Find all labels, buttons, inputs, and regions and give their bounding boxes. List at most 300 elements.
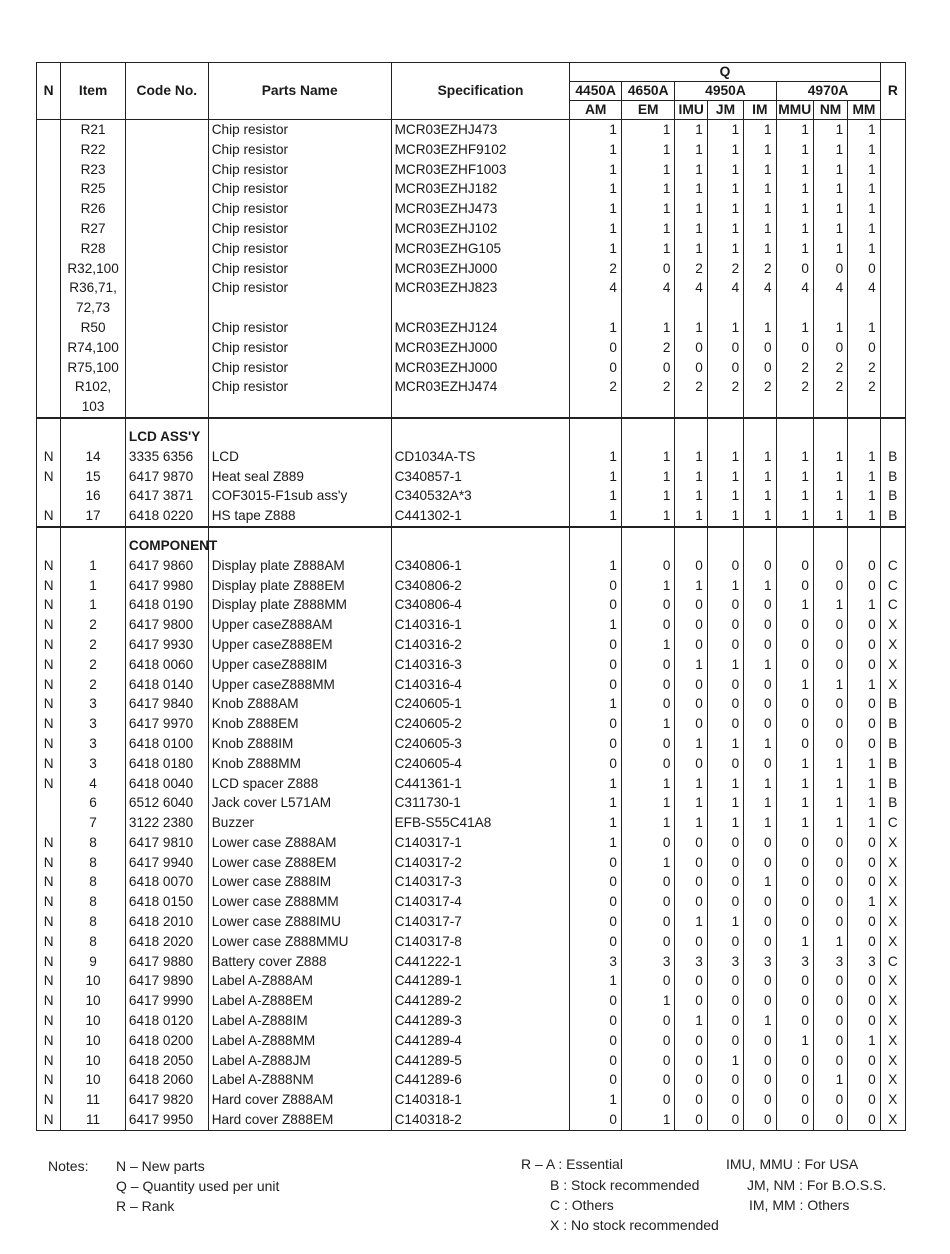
quantity-cell: 0 [707,1110,743,1130]
quantity-cell: 0 [848,833,880,853]
quantity-cell: 0 [675,595,707,615]
specification: C340806-4 [391,595,570,615]
quantity-cell: 0 [621,734,675,754]
new-part-flag [37,338,61,358]
spacer-cell [675,418,707,427]
quantity-cell: 0 [744,694,776,714]
quantity-cell: 0 [675,1090,707,1110]
quantity-cell: 1 [744,774,776,794]
parts-list-table [36,62,906,1158]
quantity-cell: 1 [776,932,813,952]
item-number: 3 [61,694,126,714]
quantity-cell: 1 [675,239,707,259]
part-name: Knob Z888IM [208,734,391,754]
quantity-cell: 0 [675,1070,707,1090]
quantity-cell: 1 [675,179,707,199]
table-row [37,932,906,952]
quantity-cell: 1 [848,318,880,338]
quantity-cell: 1 [776,595,813,615]
quantity-cell: 1 [707,179,743,199]
table-row [37,447,906,467]
quantity-cell: 2 [675,377,707,397]
section-cell [880,427,905,447]
quantity-cell: 1 [570,971,622,991]
header-model-4450a: 4450A [570,82,622,101]
specification: C340857-1 [391,467,570,487]
quantity-cell: 0 [570,675,622,695]
quantity-cell: 3 [813,952,847,972]
part-name: Upper caseZ888IM [208,655,391,675]
quantity-cell: 1 [813,239,847,259]
quantity-cell: 1 [707,576,743,596]
quantity-cell: 1 [744,655,776,675]
quantity-cell: 1 [675,467,707,487]
quantity-cell: 0 [776,892,813,912]
note-boss: JM, NM : For B.O.S.S. [747,1177,887,1193]
quantity-cell: 2 [707,377,743,397]
quantity-cell: 1 [621,486,675,506]
quantity-cell: 0 [707,971,743,991]
item-number: R75,100 [61,358,126,378]
quantity-cell: 1 [621,1110,675,1130]
quantity-cell: 1 [570,694,622,714]
quantity-cell: 1 [675,734,707,754]
section-cell [61,536,126,556]
quantity-cell: 1 [813,1070,847,1090]
table-row [37,506,906,527]
quantity-cell: 1 [744,160,776,180]
quantity-cell [813,397,847,418]
quantity-cell: 0 [707,1031,743,1051]
new-part-flag: N [37,1110,61,1130]
quantity-cell: 1 [744,199,776,219]
part-name: Display plate Z888AM [208,556,391,576]
section-cell [813,536,847,556]
code-number [125,199,208,219]
quantity-cell: 0 [744,912,776,932]
header-item: Item [61,63,126,120]
quantity-cell: 0 [813,833,847,853]
section-cell [391,427,570,447]
note-rank-x: X : No stock recommended [550,1217,719,1233]
code-number [125,278,208,298]
group-spacer [37,527,906,536]
quantity-cell: 1 [744,734,776,754]
part-name: Battery cover Z888 [208,952,391,972]
quantity-cell: 0 [848,1051,880,1071]
table-row [37,952,906,972]
quantity-cell: 1 [570,160,622,180]
quantity-cell: 4 [675,278,707,298]
quantity-cell: 1 [675,140,707,160]
quantity-cell: 0 [744,635,776,655]
quantity-cell: 0 [570,734,622,754]
part-name: Chip resistor [208,358,391,378]
quantity-cell: 1 [707,447,743,467]
quantity-cell: 0 [848,853,880,873]
quantity-cell: 4 [813,278,847,298]
table-row [37,734,906,754]
quantity-cell: 1 [621,635,675,655]
quantity-cell: 0 [675,754,707,774]
part-name: Chip resistor [208,318,391,338]
specification: C140317-2 [391,853,570,873]
quantity-cell: 1 [707,1051,743,1071]
quantity-cell: 1 [813,179,847,199]
item-number: 8 [61,853,126,873]
quantity-cell: 0 [675,675,707,695]
quantity-cell: 1 [744,219,776,239]
header-variant: JM [707,101,743,120]
rank-cell: X [880,991,905,1011]
quantity-cell [707,397,743,418]
quantity-cell: 0 [813,1011,847,1031]
table-row [37,1051,906,1071]
quantity-cell: 1 [744,120,776,140]
rank-cell [880,377,905,397]
quantity-cell: 0 [707,714,743,734]
quantity-cell: 0 [776,971,813,991]
quantity-cell: 0 [621,872,675,892]
table-row [37,892,906,912]
quantity-cell: 1 [848,219,880,239]
quantity-cell: 0 [744,971,776,991]
section-cell [621,536,675,556]
quantity-cell: 1 [776,199,813,219]
quantity-cell: 1 [813,219,847,239]
specification: C441289-1 [391,971,570,991]
spacer-cell [707,418,743,427]
section-cell [707,427,743,447]
item-number: 8 [61,892,126,912]
quantity-cell: 1 [848,813,880,833]
quantity-cell: 1 [621,140,675,160]
quantity-cell: 2 [570,259,622,279]
quantity-cell: 4 [570,278,622,298]
quantity-cell: 0 [744,675,776,695]
quantity-cell: 3 [570,952,622,972]
new-part-flag: N [37,774,61,794]
quantity-cell: 1 [776,239,813,259]
table-row [37,120,906,140]
section-cell [744,427,776,447]
specification [391,397,570,418]
table-row [37,397,906,418]
quantity-cell: 0 [776,853,813,873]
quantity-cell: 0 [744,892,776,912]
quantity-cell: 0 [776,615,813,635]
quantity-cell: 1 [776,506,813,527]
section-cell [880,536,905,556]
code-number: 6417 9980 [125,576,208,596]
table-body [37,120,906,1131]
quantity-cell: 0 [848,932,880,952]
new-part-flag: N [37,595,61,615]
quantity-cell: 2 [776,377,813,397]
section-cell [208,536,391,556]
rank-cell: X [880,912,905,932]
section-cell [848,427,880,447]
quantity-cell: 0 [776,1011,813,1031]
quantity-cell: 0 [776,833,813,853]
quantity-cell: 0 [848,734,880,754]
specification: C140316-1 [391,615,570,635]
section-title: LCD ASS'Y [125,427,208,447]
table-row [37,912,906,932]
code-number: 6418 2020 [125,932,208,952]
specification: CD1034A-TS [391,447,570,467]
code-number: 6418 0150 [125,892,208,912]
quantity-cell: 1 [776,754,813,774]
item-number: 11 [61,1090,126,1110]
table-row [37,1110,906,1130]
code-number: 3122 2380 [125,813,208,833]
new-part-flag [37,278,61,298]
table-row [37,1031,906,1051]
rank-cell: B [880,754,905,774]
quantity-cell: 0 [848,259,880,279]
quantity-cell: 1 [707,120,743,140]
specification: C441289-4 [391,1031,570,1051]
table-row [37,991,906,1011]
quantity-cell: 2 [570,377,622,397]
quantity-cell: 1 [813,506,847,527]
item-number: 17 [61,506,126,527]
table-row [37,595,906,615]
quantity-cell: 0 [675,853,707,873]
quantity-cell: 0 [744,932,776,952]
new-part-flag: N [37,506,61,527]
quantity-cell: 1 [848,595,880,615]
quantity-cell: 2 [707,259,743,279]
quantity-cell: 1 [776,774,813,794]
specification: MCR03EZHJ182 [391,179,570,199]
item-number: 72,73 [61,298,126,318]
rank-cell: X [880,853,905,873]
quantity-cell: 1 [776,467,813,487]
quantity-cell: 1 [813,318,847,338]
specification: C340532A*3 [391,486,570,506]
quantity-cell: 0 [813,576,847,596]
code-number: 6418 0180 [125,754,208,774]
spacer-cell [391,418,570,427]
code-number [125,160,208,180]
item-number: 10 [61,1070,126,1090]
quantity-cell: 1 [813,486,847,506]
quantity-cell: 1 [621,219,675,239]
rank-cell [880,397,905,418]
quantity-cell: 0 [621,1070,675,1090]
spacer-cell [61,418,126,427]
quantity-cell: 0 [707,872,743,892]
quantity-cell: 0 [744,556,776,576]
part-name: Knob Z888EM [208,714,391,734]
quantity-cell: 1 [707,793,743,813]
part-name: Chip resistor [208,199,391,219]
item-number: 10 [61,1031,126,1051]
new-part-flag: N [37,991,61,1011]
specification: C140318-1 [391,1090,570,1110]
quantity-cell: 0 [776,576,813,596]
quantity-cell [621,298,675,318]
part-name: Display plate Z888MM [208,595,391,615]
new-part-flag [37,179,61,199]
code-number: 6417 9820 [125,1090,208,1110]
new-part-flag: N [37,447,61,467]
rank-cell [880,179,905,199]
quantity-cell: 0 [707,338,743,358]
quantity-cell: 1 [675,813,707,833]
rank-cell [880,298,905,318]
quantity-cell: 0 [675,892,707,912]
quantity-cell: 0 [848,912,880,932]
quantity-cell: 1 [776,813,813,833]
table-row [37,377,906,397]
quantity-cell: 0 [675,635,707,655]
quantity-cell: 3 [707,952,743,972]
quantity-cell: 0 [813,635,847,655]
quantity-cell: 0 [621,833,675,853]
new-part-flag [37,199,61,219]
section-cell [776,536,813,556]
rank-cell: B [880,467,905,487]
quantity-cell: 0 [621,595,675,615]
part-name: Chip resistor [208,278,391,298]
quantity-cell: 1 [621,239,675,259]
item-number: R50 [61,318,126,338]
section-cell [391,536,570,556]
new-part-flag: N [37,467,61,487]
table-row [37,714,906,734]
quantity-cell: 1 [621,467,675,487]
item-number: 2 [61,675,126,695]
quantity-cell: 1 [570,556,622,576]
quantity-cell: 1 [813,595,847,615]
specification: C340806-2 [391,576,570,596]
new-part-flag [37,813,61,833]
quantity-cell: 0 [813,734,847,754]
item-number: 8 [61,872,126,892]
code-number: 6417 9840 [125,694,208,714]
quantity-cell: 1 [744,467,776,487]
quantity-cell: 0 [707,358,743,378]
quantity-cell: 0 [848,635,880,655]
part-name: Label A-Z888EM [208,991,391,1011]
specification: C140316-4 [391,675,570,695]
quantity-cell: 0 [813,694,847,714]
section-cell [621,427,675,447]
specification: C441289-2 [391,991,570,1011]
item-number: 10 [61,1011,126,1031]
code-number: 6418 0100 [125,734,208,754]
specification [391,298,570,318]
new-part-flag [37,377,61,397]
new-part-flag: N [37,932,61,952]
section-header-row [37,536,906,556]
new-part-flag: N [37,892,61,912]
table-row [37,1090,906,1110]
quantity-cell: 0 [848,991,880,1011]
quantity-cell: 1 [776,160,813,180]
item-number: R23 [61,160,126,180]
quantity-cell: 0 [675,833,707,853]
quantity-cell: 1 [776,318,813,338]
quantity-cell: 3 [848,952,880,972]
spacer-cell [208,418,391,427]
table-row [37,694,906,714]
table-header [37,63,906,120]
quantity-cell: 0 [621,615,675,635]
section-cell [208,427,391,447]
rank-cell: X [880,872,905,892]
part-name: Chip resistor [208,140,391,160]
code-number: 6417 9930 [125,635,208,655]
rank-cell [880,358,905,378]
specification: MCR03EZHG105 [391,239,570,259]
quantity-cell: 0 [675,556,707,576]
item-number: 2 [61,615,126,635]
specification: C140316-2 [391,635,570,655]
part-name: Label A-Z888MM [208,1031,391,1051]
rank-cell [880,120,905,140]
part-name: Upper caseZ888EM [208,635,391,655]
part-name: Chip resistor [208,219,391,239]
code-number: 6418 0120 [125,1011,208,1031]
quantity-cell: 0 [744,1070,776,1090]
item-number: 103 [61,397,126,418]
part-name: Chip resistor [208,179,391,199]
specification: C441302-1 [391,506,570,527]
quantity-cell: 0 [621,358,675,378]
specification: C240605-2 [391,714,570,734]
item-number: 15 [61,467,126,487]
item-number: 6 [61,793,126,813]
quantity-cell: 0 [848,1110,880,1130]
quantity-cell: 1 [570,179,622,199]
quantity-cell: 2 [744,259,776,279]
specification: C441222-1 [391,952,570,972]
quantity-cell: 1 [621,576,675,596]
quantity-cell: 0 [813,991,847,1011]
quantity-cell: 1 [621,318,675,338]
quantity-cell: 1 [744,506,776,527]
spacer-cell [125,527,208,536]
quantity-cell [621,397,675,418]
quantity-cell: 0 [675,991,707,1011]
item-number: 1 [61,595,126,615]
item-number: 8 [61,833,126,853]
code-number: 6417 9940 [125,853,208,873]
part-name: Chip resistor [208,239,391,259]
specification: C140317-1 [391,833,570,853]
table-row [37,179,906,199]
table-row [37,219,906,239]
new-part-flag [37,140,61,160]
item-number: 7 [61,813,126,833]
specification: C140318-2 [391,1110,570,1130]
quantity-cell: 2 [813,358,847,378]
quantity-cell: 1 [621,179,675,199]
code-number [125,239,208,259]
item-number: 16 [61,486,126,506]
quantity-cell: 1 [707,318,743,338]
note-rank: R – Rank [116,1198,175,1214]
quantity-cell: 1 [707,486,743,506]
quantity-cell: 0 [813,1090,847,1110]
quantity-cell: 0 [621,971,675,991]
rank-cell [880,338,905,358]
quantity-cell: 0 [570,635,622,655]
